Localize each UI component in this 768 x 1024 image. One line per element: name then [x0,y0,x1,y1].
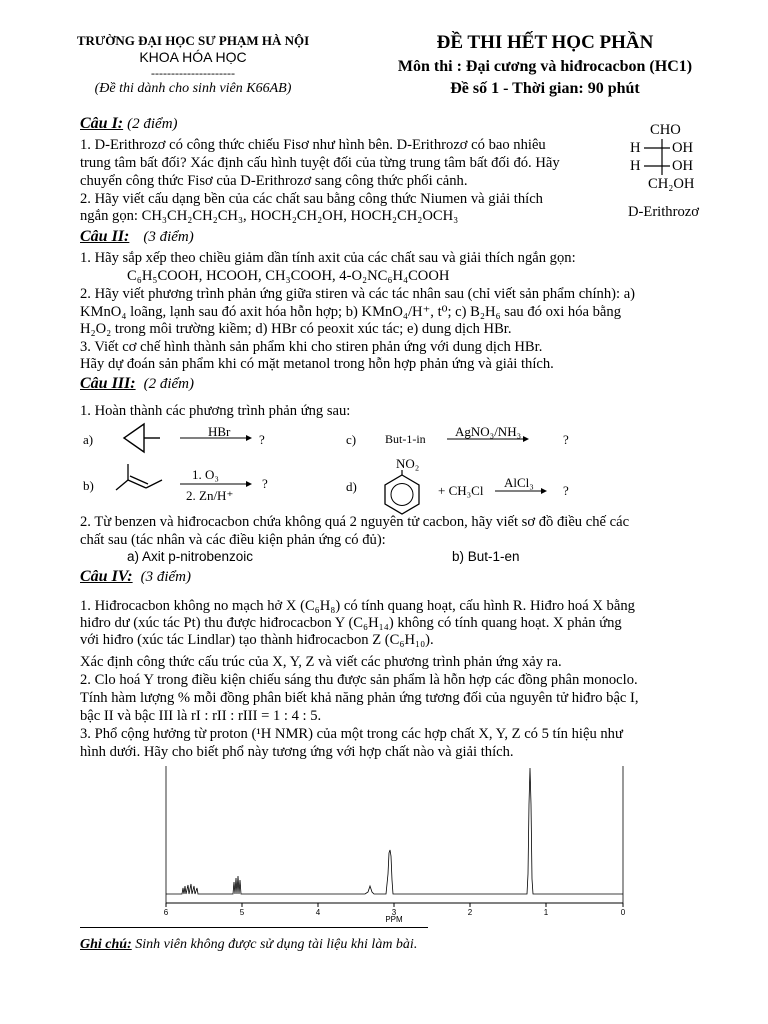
q1-line-4: 2. Hãy viết cấu dạng bền của các chất sau bằng công thức Niumen và giải thích [80,191,543,207]
nmr-tick-1: 1 [543,908,549,917]
nitrobenzene-ring [378,470,428,516]
q2-line-1: 1. Hãy sắp xếp theo chiều giảm dần tính axit của các chất sau và giải thích ngắn gọn: [80,250,576,266]
nmr-frame [166,766,623,903]
nmr-tick-5: 5 [239,908,245,917]
nmr-axis-label: PPM [385,915,403,924]
q4-line-2: hiđro dư (xúc tác Pt) thu được hiđrocacbon Y (C₆H₁₄) không có tính quang hoạt. X phản ứng [80,615,622,631]
q1-heading [80,115,178,133]
q1-line-3: chuyển công thức Fisơ của D-Erithrozơ sang công thức phối cảnh. [80,173,468,189]
q2-line-7: Hãy dự đoán sản phẩm khi có mặt metanol trong hỗn hợp phản ứng và giải thích. [80,356,554,372]
q4-heading [80,568,191,586]
q2-heading [80,228,194,246]
q3-title: Câu III: [80,375,136,392]
fischer-left-2: H [630,158,641,174]
q1-line-2: trung tâm bất đối? Xác định cấu hình tuyệt đối của từng trung tâm bất đối đó. Hãy [80,155,560,171]
nmr-tick-4: 4 [315,908,321,917]
rx-d-arrow-icon [495,486,547,496]
exam-subject: Môn thi : Đại cương và hiđrocacbon (HC1) [397,58,693,75]
q3-points: (2 điểm) [143,376,194,392]
q2-points: (3 điểm) [143,229,194,245]
rx-d-coreactant: + CH₃Cl [438,483,484,498]
faculty-name: KHOA HÓA HỌC [139,49,247,65]
q1-line-5: ngắn gọn: CH₃CH₂CH₂CH₃, HOCH₂CH₂OH, HOCH₂CH₂OCH₃ [80,208,459,224]
q4-line-1: 1. Hiđrocacbon không no mạch hở X (C₆H₈) có tính quang hoạt, cấu hình R. Hiđro hoá X bằng [80,598,635,614]
rx-d-reagent: AlCl₃ [504,475,534,490]
q3-intro: 1. Hoàn thành các phương trình phản ứng sau: [80,403,351,419]
q4-line-3: với hiđro (xúc tác Lindlar) tạo thành hiđrocacbon Z (C₆H₁₀). [80,632,434,648]
fischer-caption: D-Erithrozơ [628,204,699,220]
nmr-tick-0: 0 [620,908,626,917]
q1-title: Câu I: [80,115,124,132]
rx-c-reactant: But-1-in [385,432,426,446]
exam-number-time: Đề số 1 - Thời gian: 90 phút [450,80,640,97]
q4-line-8: 3. Phổ cộng hưởng từ proton (¹H NMR) của một trong các hợp chất X, Y, Z có 5 tín hiệu như [80,726,623,742]
fischer-bonds [628,120,688,180]
q2-line-5: H₂O₂ trong môi trường kiềm; d) HBr có peoxit xúc tác; e) dung dịch HBr. [80,321,512,337]
q4-title: Câu IV: [80,568,133,585]
q2-acid-list: C₆H₅COOH, HCOOH, CH₃COOH, 4-O₂NC₆H₄COOH [127,268,450,284]
q3-target-b: b) But-1-en [452,549,520,564]
rx-c-arrow-icon [447,434,529,444]
rx-c-product: ? [563,432,569,447]
cyclopropane-structure [118,420,163,456]
q2-line-4: KMnO₄ loãng, lạnh sau đó axit hóa hỗn hợp; b) KMnO₄/H⁺, t⁰; c) B₂H₆ sau đó oxi hóa bằng [80,304,621,320]
rx-d-label: d) [346,479,357,494]
school-name: TRƯỜNG ĐẠI HỌC SƯ PHẠM HÀ NỘI [76,33,310,48]
q3-line-2: 2. Từ benzen và hiđrocacbon chứa không quá 2 nguyên tử cacbon, hãy viết sơ đồ điều chế các [80,514,630,530]
q4-line-6: Tính hàm lượng % mỗi đồng phân biết khả năng phản ứng tương đối của nguyên tử hiđro bậc I, [80,690,639,706]
fischer-right-1: OH [672,140,694,156]
nmr-tick-2: 2 [467,908,473,917]
q2-title: Câu II: [80,228,130,245]
q2-line-6: 3. Viết cơ chế hình thành sản phẩm khi cho stiren phản ứng với dung dịch HBr. [80,339,543,355]
fischer-bottom-group: CH₂OH [648,176,695,192]
q1-points: (2 điểm) [127,116,178,132]
rx-d-substituent: NO₂ [396,456,420,471]
q4-line-9: hình dưới. Hãy cho biết phổ này tương ứng với hợp chất nào và giải thích. [80,744,514,760]
nmr-tick-6: 6 [163,908,169,917]
fischer-left-1: H [630,140,641,156]
footer-rule [80,927,428,928]
footer-label: Ghi chú: [80,937,132,952]
exam-audience: (Đề thi dành cho sinh viên K66AB) [94,81,292,96]
rx-a-arrow-icon [180,433,252,443]
nmr-tick-3: 3 [391,908,397,917]
fischer-projection [628,120,728,220]
q3-target-a: a) Axit p-nitrobenzoic [127,549,254,564]
rx-b-label: b) [83,478,94,493]
q3-line-3: chất sau (tác nhân và các điều kiện phản ứng có đủ): [80,532,386,548]
exam-title: ĐỀ THI HẾT HỌC PHẦN [436,32,654,53]
rx-a-product: ? [259,432,265,447]
footer-note [80,937,417,953]
methylbutene-structure [112,460,170,502]
q1-line-1: 1. D-Erithrozơ có công thức chiếu Fisơ như hình bên. D-Erithrozơ có bao nhiêu [80,137,546,153]
fischer-right-2: OH [672,158,694,174]
footer-text: Sinh viên không được sử dụng tài liệu khi làm bài. [135,937,418,952]
rx-a-reagent: HBr [208,424,231,439]
rx-c-reagent: AgNO₃/NH₃ [455,424,522,439]
fischer-top-group: CHO [650,122,681,138]
q4-line-5: 2. Clo hoá Y trong điều kiện chiếu sáng thu được sản phẩm là hỗn hợp các đồng phân monoclo. [80,672,638,688]
rx-c-label: c) [346,432,357,447]
q4-line-7: bậc II và bậc III là rI : rII : rIII = 1 : 4 : 5. [80,708,322,724]
q2-line-3: 2. Hãy viết phương trình phản ứng giữa stiren và các tác nhân sau (chỉ viết sản phẩm chính): a) [80,286,636,302]
rx-b-reagent-1: 1. O₃ [192,467,219,482]
rx-d-product: ? [563,483,569,498]
q4-points: (3 điểm) [140,569,192,585]
rx-b-reagent-2: 2. Zn/H⁺ [186,488,234,503]
q3-heading [80,375,194,393]
nmr-spectrum [155,764,635,924]
nmr-trace [166,768,623,894]
header-divider: --------------------- [151,66,235,80]
rx-a-label: a) [83,432,94,447]
rx-b-product: ? [262,476,268,491]
nmr-ticks [166,903,623,907]
q4-line-4: Xác định công thức cấu trúc của X, Y, Z và viết các phương trình phản ứng xảy ra. [80,654,562,670]
